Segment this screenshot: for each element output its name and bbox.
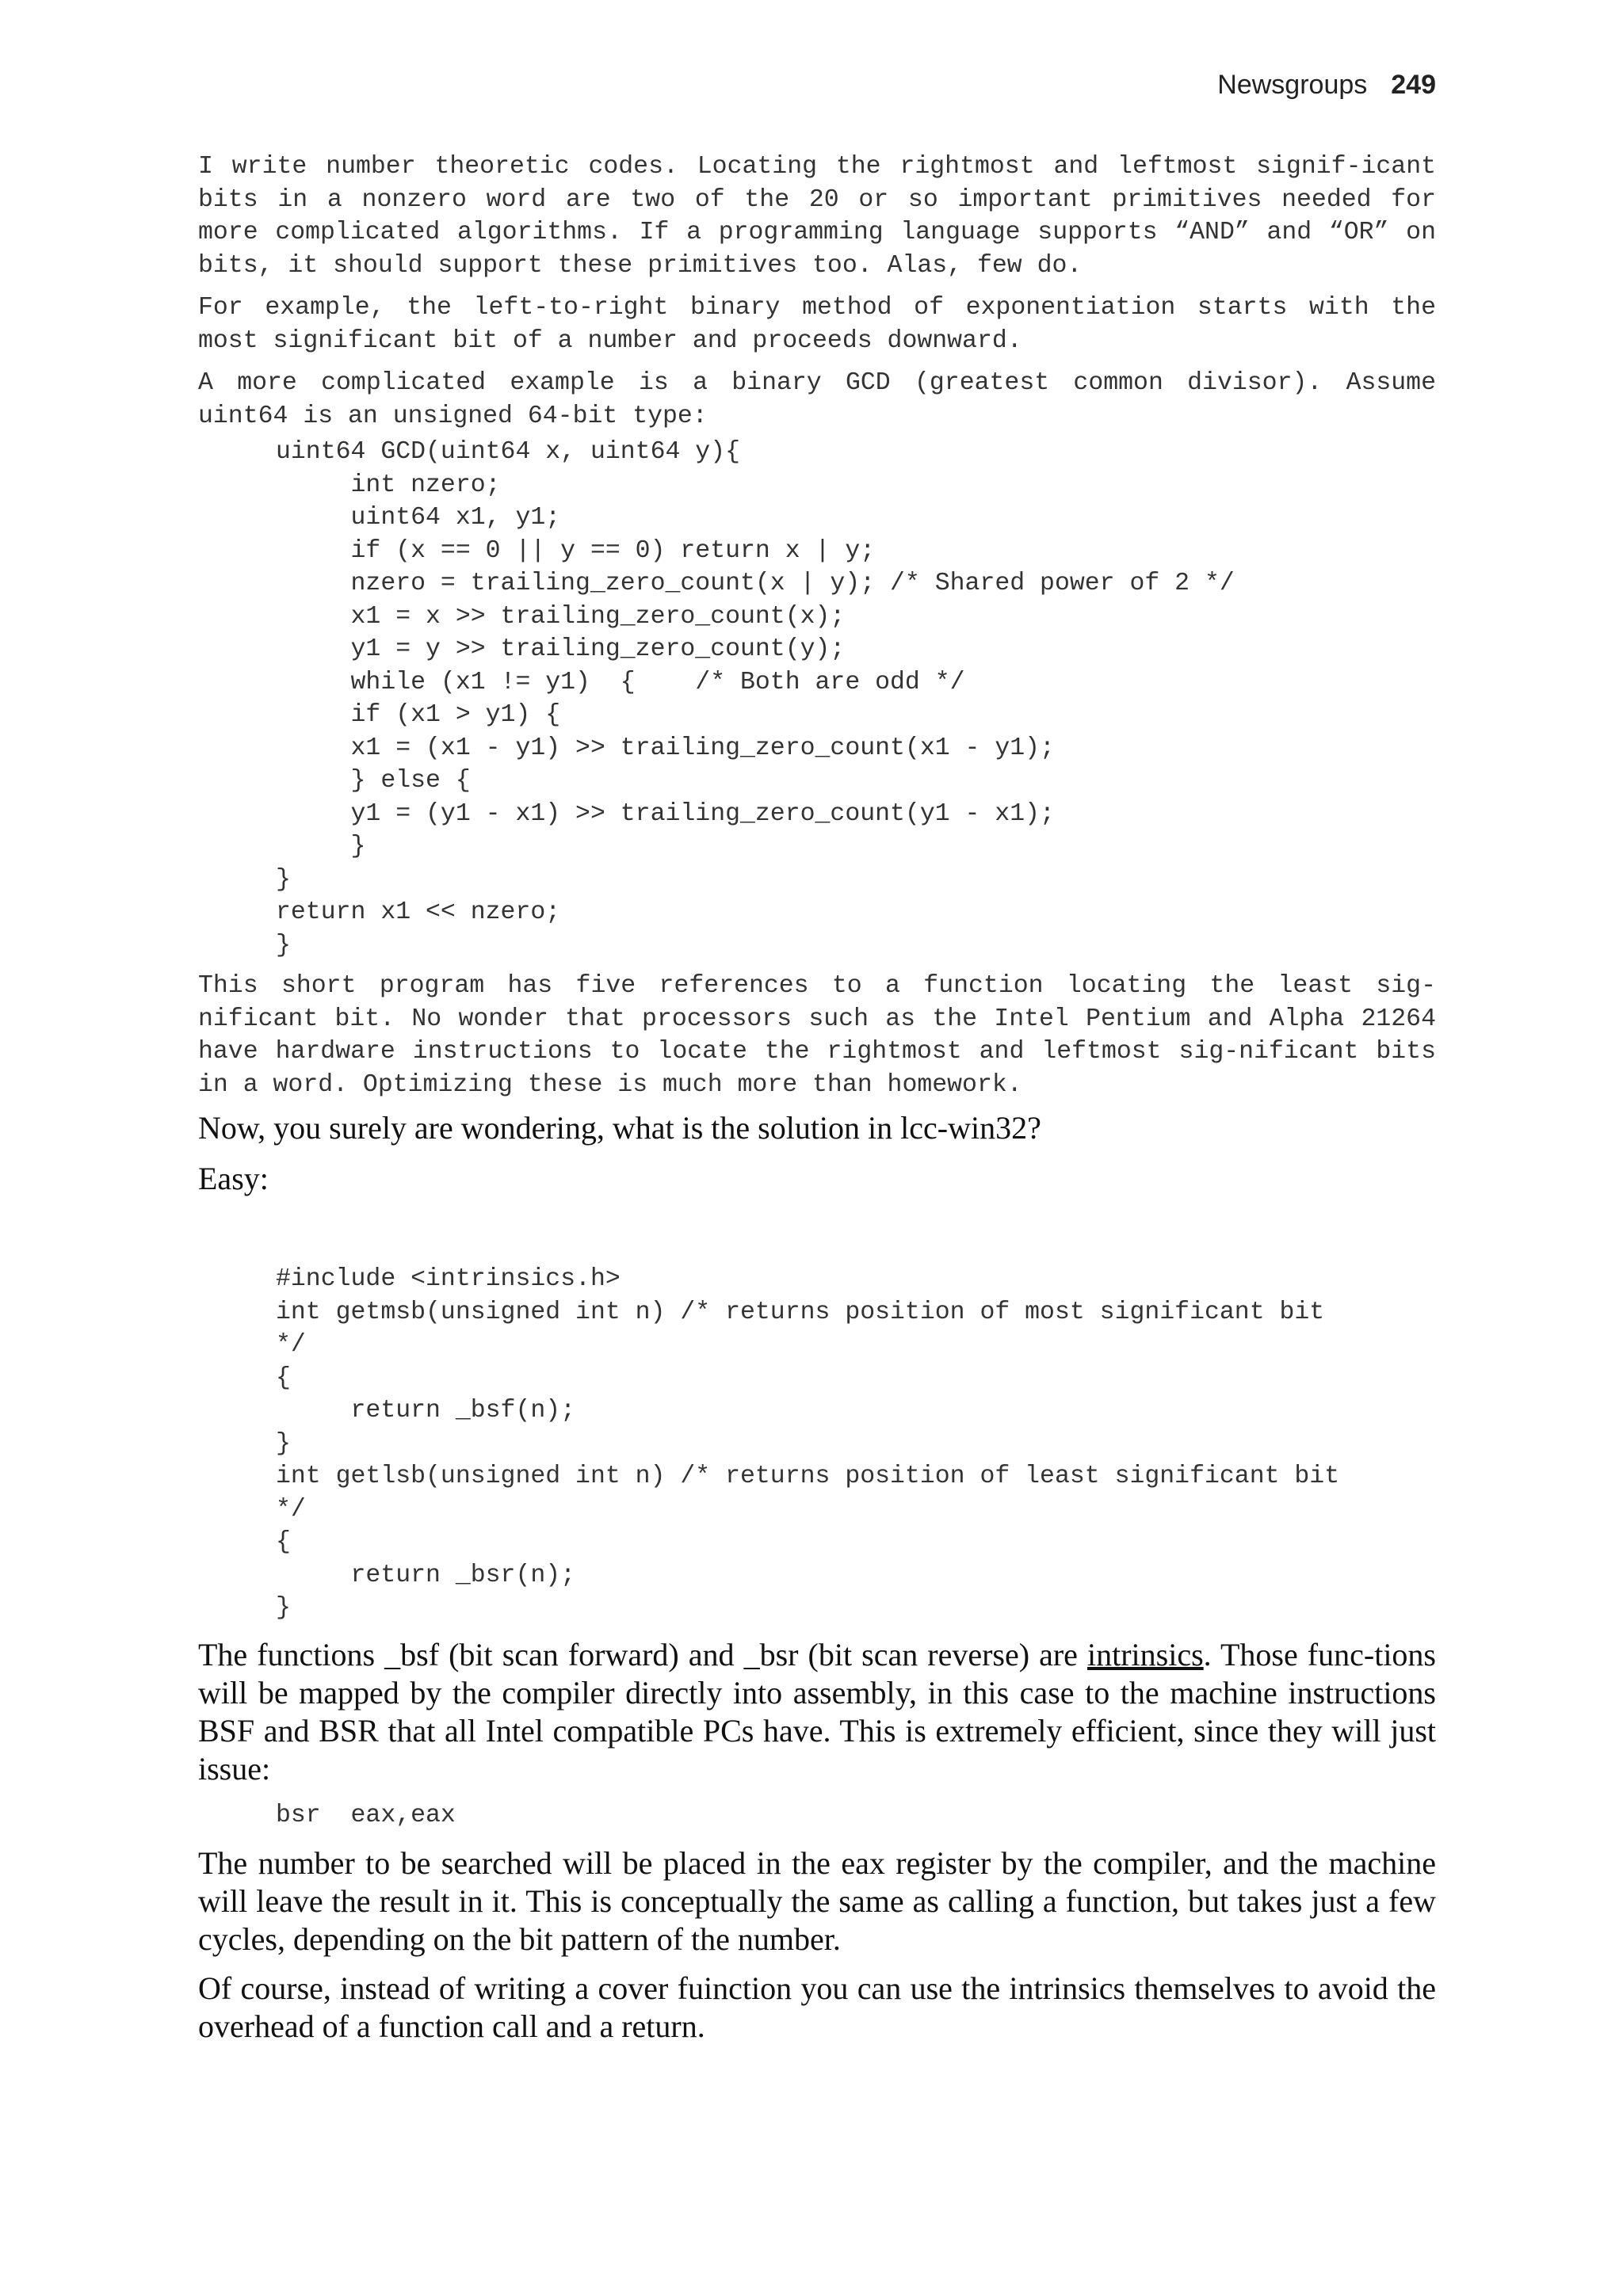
- code-line: }: [276, 931, 291, 959]
- code-line: x1 = x >> trailing_zero_count(x);: [276, 602, 846, 631]
- code-line: while (x1 != y1) { /* Both are odd */: [276, 668, 965, 696]
- code-line: int getmsb(unsigned int n) /* returns position of most significant bit: [276, 1298, 1325, 1326]
- references-paragraph: This short program has five references to a function locating the least sig-nificant bit. No wonder that processors such as the Intel Pentium and Alpha 21264 have hardware instructions to locate the rightmost and leftmost sig-nificant bits in a word. Optimizing these is much more than homework.: [198, 972, 1436, 1099]
- code-line: if (x1 > y1) {: [276, 701, 561, 729]
- code-line: } else {: [276, 767, 471, 795]
- intrinsics-text-after: . Those func-tions will be mapped by the compiler directly into assembly, in this case to the machine instructions BSF and BSR that all Intel compatible PCs have. This is extremely efficient, since they will just issue:: [198, 1636, 1436, 1787]
- intrinsics-link[interactable]: intrinsics: [1087, 1636, 1204, 1672]
- gcd-intro-paragraph: A more complicated example is a binary GCD (greatest common divisor). Assume uint64 is an unsigned 64-bit type:: [198, 369, 1436, 430]
- easy-paragraph: Easy:: [198, 1161, 269, 1196]
- code-line: if (x == 0 || y == 0) return x | y;: [276, 536, 876, 565]
- page-content: [198, 151, 1436, 2057]
- code-line: return x1 << nzero;: [276, 898, 561, 926]
- code-line: }: [276, 865, 291, 894]
- cover-function-paragraph: Of course, instead of writing a cover fuinction you can use the intrinsics themselves to avoid the overhead of a function call and a return.: [198, 1970, 1436, 2044]
- running-header: [198, 70, 1436, 101]
- intrinsics-code-block: [198, 1263, 1436, 1625]
- code-line: */: [276, 1495, 306, 1524]
- code-line: }: [276, 833, 366, 860]
- page-number: 249: [1391, 70, 1436, 100]
- code-line: nzero = trailing_zero_count(x | y); /* Shared power of 2 */: [276, 570, 1235, 597]
- code-line: }: [276, 1594, 291, 1622]
- question-paragraph: Now, you surely are wondering, what is the solution in lcc-win32?: [198, 1110, 1041, 1146]
- code-line: uint64 x1, y1;: [276, 504, 561, 532]
- bsr-code-line: bsr eax,eax: [276, 1801, 456, 1829]
- code-line: }: [276, 1429, 291, 1458]
- code-line: #include <intrinsics.h>: [276, 1265, 621, 1293]
- code-line: return _bsf(n);: [276, 1397, 576, 1425]
- code-line: y1 = y >> trailing_zero_count(y);: [276, 635, 846, 663]
- intrinsics-text-before: The functions _bsf (bit scan forward) and _bsr (bit scan reverse) are: [198, 1636, 1087, 1672]
- intro-paragraph: I write number theoretic codes. Locating the rightmost and leftmost signif-icant bits in a nonzero word are two of the 20 or so important primitives needed for more complicated algorithms. If a programming language supports “AND” and “OR” on bits, it should support these primitives too. Alas, few do.: [198, 153, 1436, 280]
- code-line: {: [276, 1363, 291, 1392]
- intrinsics-paragraph: [198, 1636, 1436, 1788]
- code-line: */: [276, 1331, 306, 1359]
- gcd-code-block: [198, 436, 1436, 962]
- exponentiation-paragraph: For example, the left-to-right binary method of exponentiation starts with the most significant bit of a number and proceeds downward.: [198, 294, 1436, 355]
- code-line: return _bsr(n);: [276, 1561, 576, 1589]
- code-line: x1 = (x1 - y1) >> trailing_zero_count(x1 - y1);: [276, 734, 1055, 762]
- section-title: Newsgroups: [1217, 70, 1368, 100]
- code-line: y1 = (y1 - x1) >> trailing_zero_count(y1 - x1);: [276, 799, 1055, 828]
- eax-paragraph: The number to be searched will be placed in the eax register by the compiler, and the machine will leave the result in it. This is conceptually the same as calling a function, but takes just a few cycles, depending on the bit pattern of the number.: [198, 1845, 1436, 1957]
- code-line: {: [276, 1528, 291, 1556]
- code-line: uint64 GCD(uint64 x, uint64 y){: [276, 438, 740, 466]
- code-line: int nzero;: [276, 471, 501, 499]
- code-line: int getlsb(unsigned int n) /* returns position of least significant bit: [276, 1463, 1340, 1490]
